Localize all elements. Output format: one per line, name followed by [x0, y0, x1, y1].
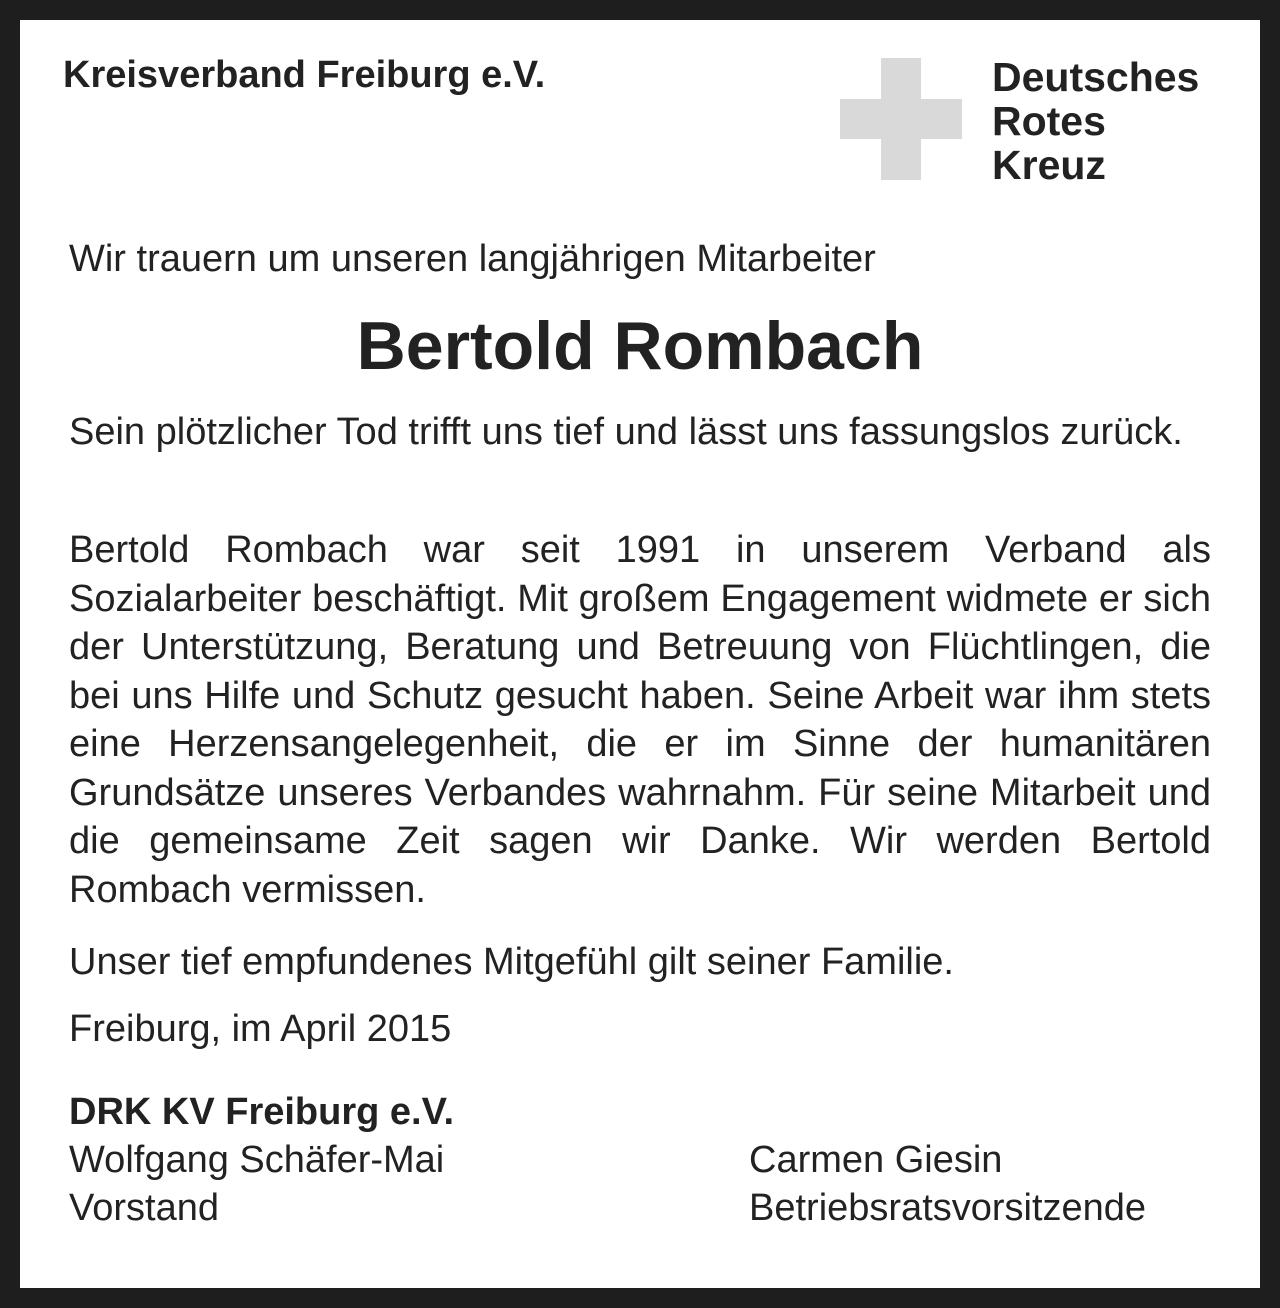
signer-name: Carmen Giesin	[749, 1139, 1003, 1181]
logo-line-deutsches: Deutsches	[992, 54, 1200, 100]
place-and-date: Freiburg, im April 2015	[69, 1008, 452, 1050]
signer-role: Vorstand	[69, 1187, 219, 1229]
deceased-name: Bertold Rombach	[356, 308, 924, 384]
logo-line-kreuz: Kreuz	[992, 142, 1106, 188]
logo-line-rotes: Rotes	[992, 98, 1106, 144]
signature-organization: DRK KV Freiburg e.V.	[69, 1091, 455, 1133]
drk-logo	[840, 54, 1240, 188]
paragraph-sudden-death: Sein plötzlicher Tod trifft uns tief und lässt uns fassungslos zurück.	[69, 411, 1183, 453]
signer-name: Wolfgang Schäfer-Mai	[69, 1139, 445, 1181]
signer-board	[69, 1136, 444, 1232]
red-cross-icon	[840, 58, 962, 180]
signer-role: Betriebsratsvorsitzende	[749, 1187, 1147, 1229]
signer-works-council	[749, 1136, 1146, 1232]
drk-wordmark	[992, 55, 1199, 187]
intro-line: Wir trauern um unseren langjährigen Mitarbeiter	[69, 238, 876, 280]
paragraph-condolence: Unser tief empfundenes Mitgefühl gilt seiner Familie.	[69, 941, 954, 983]
organization-name: Kreisverband Freiburg e.V.	[63, 54, 546, 96]
paragraph-tribute: Bertold Rombach war seit 1991 in unserem Verband als Sozialarbeiter beschäftigt. Mit großem Engagement widmete er sich der Unterstützung, Beratung und Betreuung von Flüchtlingen, die bei uns Hilfe und Schutz gesucht haben. Seine Arbeit war ihm stets eine Herzensangelegenheit, die er im Sinne der humanitären Grundsätze unseres Verbandes wahrnahm. Für seine Mitarbeit und die gemeinsame Zeit sagen wir Danke. Wir werden Bertold Rombach vermissen.	[69, 529, 1211, 911]
obituary-notice	[20, 20, 1260, 1288]
